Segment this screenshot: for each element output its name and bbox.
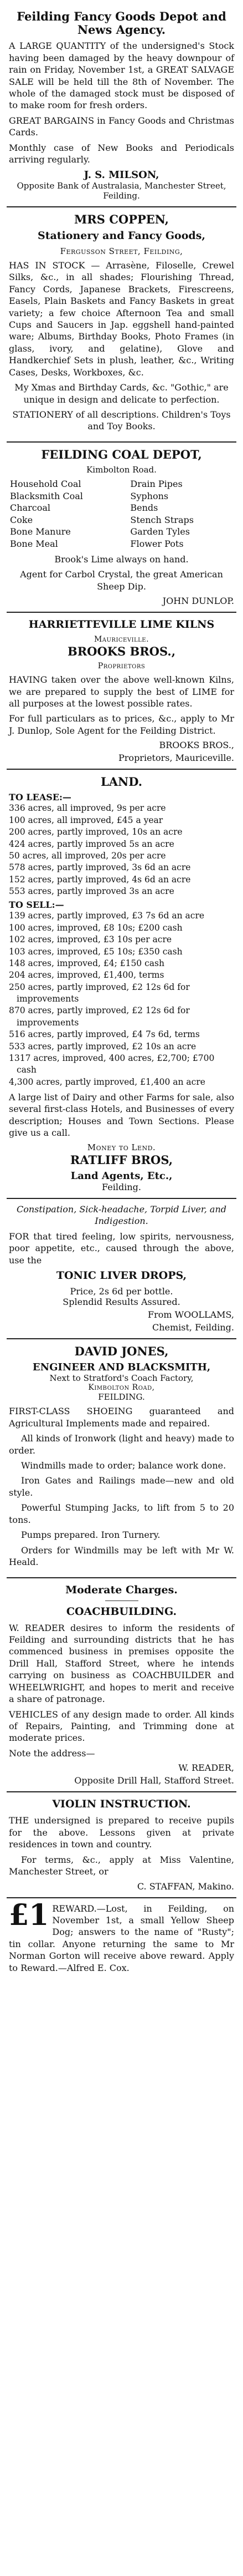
lime-kilns-title: HARRIETTEVILLE LIME KILNS xyxy=(28,618,215,631)
lime-kilns-sign: Proprietors, Mauriceville. xyxy=(118,753,234,764)
coachbuilding-name: W. READER, xyxy=(178,1762,234,1774)
land-lease-line: 578 acres, partly improved, 3s 6d an acre xyxy=(9,862,191,873)
land-place: Feilding. xyxy=(102,1181,141,1192)
coachbuilding-subtitle: COACHBUILDING. xyxy=(66,1605,177,1618)
jones-p5: Powerful Stumping Jacks, to lift from 5 to 20 tons. xyxy=(9,1502,234,1525)
lime-kilns-body: HAVING taken over the above well-known Kilns, we are prepared to supply the best of LIME for all purposes at the lowest possible rates. xyxy=(9,674,234,709)
jones-p1: FIRST-CLASS SHOEING guaranteed and Agricultural Implements made and repaired. xyxy=(9,1406,234,1429)
jones-p2: All kinds of Ironwork (light and heavy) made to order. xyxy=(9,1433,234,1456)
coppen-christmas: My Xmas and Birthday Cards, &c. "Gothic," are unique in design and delicate to perfection. xyxy=(14,382,229,405)
coachbuilding-vehicles: VEHICLES of any design made to order. All kinds of Repairs, Painting, and Trimming done at moderate prices. xyxy=(9,1709,234,1744)
reward-ad xyxy=(7,1897,236,1983)
jones-next: Next to Stratford's Coach Factory, xyxy=(49,1373,194,1384)
violin-title: VIOLIN INSTRUCTION. xyxy=(52,1798,191,1811)
liver-drops-body: FOR that tired feeling, low spirits, nervousness, poor appetite, etc., caused through the above, use the xyxy=(9,1231,234,1266)
land-money: Money to Lend. xyxy=(87,1142,156,1152)
jones-road: Kimbolton Road, xyxy=(88,1383,155,1393)
jones-p7: Orders for Windmills may be left with Mr W. Heald. xyxy=(9,1544,234,1568)
coal-depot-subtitle: Kimbolton Road. xyxy=(86,465,157,475)
jones-place: FEILDING. xyxy=(98,1392,145,1403)
liver-drops-chemist: Chemist, Feilding. xyxy=(152,1322,234,1333)
coal-depot-items xyxy=(9,478,234,550)
land-lease-line: 336 acres, all improved, 9s per acre xyxy=(9,803,166,814)
violin-terms: For terms, &c., apply at Miss Valentine, Manchester Street, or xyxy=(9,1854,234,1877)
coal-item: Garden Tyles xyxy=(130,526,190,537)
coal-item: Stench Straps xyxy=(130,514,194,525)
coal-name: JOHN DUNLOP. xyxy=(162,595,234,606)
reward-amount: £1 xyxy=(9,1898,49,1932)
coal-depot-ad xyxy=(7,441,236,612)
land-sell-line: 4,300 acres, partly improved, £1,400 an acre xyxy=(9,1076,205,1087)
coppen-subtitle: Stationery and Fancy Goods, xyxy=(37,229,206,242)
coachbuilding-ad xyxy=(7,1577,236,1792)
coppen-stationery: STATIONERY of all descriptions. Children's Toys and Toy Books. xyxy=(12,409,231,432)
coal-item: Charcoal xyxy=(10,502,50,514)
coal-depot-title: FEILDING COAL DEPOT, xyxy=(41,447,202,461)
coal-item: Bends xyxy=(130,502,158,514)
land-firm: RATLIFF BROS, xyxy=(70,1152,173,1167)
land-sell-line: 204 acres, improved, £1,400, terms xyxy=(9,970,164,980)
liver-drops-results: Splendid Results Assured. xyxy=(63,1297,180,1308)
lime-kilns-proprietors: Proprietors xyxy=(97,662,146,671)
coppen-title: MRS COPPEN, xyxy=(74,212,169,226)
fancy-goods-bargains: GREAT BARGAINS in Fancy Goods and Christmas Cards. xyxy=(9,115,234,138)
liver-drops-product: TONIC LIVER DROPS, xyxy=(56,1269,187,1282)
violin-ad xyxy=(7,1791,236,1897)
violin-body: THE undersigned is prepared to receive pupils for the above. Lessons given at private residences in town and country. xyxy=(9,1815,234,1850)
fancy-goods-monthly: Monthly case of New Books and Periodicals arriving regularly. xyxy=(9,142,234,165)
coal-agent: Agent for Carbol Crystal, the great American Sheep Dip. xyxy=(20,569,223,592)
jones-ad xyxy=(7,1338,236,1577)
land-sell-line: 250 acres, partly improved, £2 12s 6d for improvements xyxy=(9,982,190,1004)
coachbuilding-body: W. READER desires to inform the residents of Feilding and surrounding districts that he has commenced business in premises opposite the Drill Hall, Stafford Street, where he intends carrying on business as COACHBUILDER and WHEELWRIGHT, and hopes to merit and receive a share of patronage. xyxy=(9,1622,234,1705)
liver-drops-lead: Constipation, Sick-headache, Torpid Liver, and Indigestion. xyxy=(16,1203,227,1227)
lime-kilns-particulars: For full particulars as to prices, &c., apply to Mr J. Dunlop, Sole Agent for the Feilding District. xyxy=(9,713,234,736)
coppen-address: Fergusson Street, Feilding, xyxy=(60,246,183,256)
lime-kilns-name: BROOKS BROS., xyxy=(159,740,234,751)
land-sell-line: 103 acres, improved, £5 10s; £350 cash xyxy=(9,946,183,957)
land-sell-line: 102 acres, improved, £3 10s per acre xyxy=(9,934,172,945)
violin-name: C. STAFFAN, Makino. xyxy=(137,1881,234,1892)
jones-p3: Windmills made to order; balance work done. xyxy=(21,1460,226,1471)
coppen-ad xyxy=(7,206,236,441)
fancy-goods-ad xyxy=(7,4,236,206)
coal-item: Drain Pipes xyxy=(130,479,183,490)
coal-item: Household Coal xyxy=(10,479,81,490)
lime-kilns-firm: BROOKS BROS., xyxy=(67,644,176,658)
land-ad xyxy=(7,769,236,1198)
coachbuilding-address: Opposite Drill Hall, Stafford Street. xyxy=(74,1775,234,1786)
coal-item: Syphons xyxy=(130,490,169,501)
land-sell-line: 100 acres, improved, £8 10s; £200 cash xyxy=(9,922,183,933)
land-lease-head: TO LEASE:— xyxy=(9,792,71,803)
land-sell-line: 139 acres, partly improved, £3 7s 6d an acre xyxy=(9,911,205,921)
jones-title: DAVID JONES, xyxy=(74,1344,169,1359)
land-lease-line: 200 acres, partly improved, 10s an acre xyxy=(9,827,183,837)
fancy-goods-title: Feilding Fancy Goods Depot and News Agency. xyxy=(17,9,226,37)
lime-kilns-place: Mauriceville. xyxy=(94,634,149,644)
land-lease-line: 553 acres, partly improved 3s an acre xyxy=(9,886,174,897)
fancy-goods-name: J. S. MILSON, xyxy=(84,169,159,181)
land-sub: Land Agents, Etc., xyxy=(70,1170,173,1182)
liver-drops-price: Price, 2s 6d per bottle. xyxy=(70,1286,173,1297)
coal-item: Coke xyxy=(10,514,33,525)
coachbuilding-note: Note the address— xyxy=(9,1747,95,1759)
land-lease-line: 100 acres, all improved, £45 a year xyxy=(9,815,163,825)
land-sell-line: 516 acres, partly improved, £4 7s 6d, terms xyxy=(9,1029,200,1040)
land-sell-line: 870 acres, partly improved, £2 12s 6d for improvements xyxy=(9,1005,190,1028)
coachbuilding-title: Moderate Charges. xyxy=(65,1583,178,1596)
land-title: LAND. xyxy=(100,775,143,789)
newspaper-column xyxy=(7,0,236,1983)
land-sell-line: 533 acres, partly improved, £2 10s an acre xyxy=(9,1041,197,1051)
coal-item: Flower Pots xyxy=(130,538,184,550)
land-sell-line: 1317 acres, improved, 400 acres, £2,700; £700 cash xyxy=(9,1053,215,1075)
fancy-goods-body: A LARGE QUANTITY of the undersigned's Stock having been damaged by the heavy downpour of rain on Friday, November 1st, a GREAT SALVAGE SALE will be held till the 8th of November. The whole of the damaged stock must be disposed of to make room for fresh orders. xyxy=(9,40,234,111)
coal-item: Bone Meal xyxy=(10,538,58,550)
coal-item: Blacksmith Coal xyxy=(10,490,83,501)
land-lease-line: 152 acres, partly improved, 4s 6d an acre xyxy=(9,874,191,885)
liver-drops-from: From WOOLLAMS, xyxy=(148,1309,234,1320)
coal-lime: Brook's Lime always on hand. xyxy=(54,553,189,565)
lime-kilns-ad xyxy=(7,612,236,769)
fancy-goods-address: Opposite Bank of Australasia, Manchester Street, Feilding. xyxy=(17,180,226,201)
jones-p4: Iron Gates and Railings made—new and old style. xyxy=(9,1475,234,1498)
jones-subtitle: ENGINEER AND BLACKSMITH, xyxy=(32,1361,211,1374)
coal-item: Bone Manure xyxy=(10,526,71,537)
reward-body: REWARD.—Lost, in Feilding, on November 1st, a small Yellow Sheep Dog; answers to the name of "Rusty"; tin collar. Anyone returning the same to Mr Norman Gorton will receive above reward. Apply to Reward.—Alfred E. Cox. xyxy=(9,1903,234,1973)
jones-p6: Pumps prepared. Iron Turnery. xyxy=(21,1530,161,1541)
land-lease-line: 50 acres, all improved, 20s per acre xyxy=(9,850,166,861)
land-footer: A large list of Dairy and other Farms for sale, also several first-class Hotels, and Businesses of every description; Houses and Town Sections. Please give us a call. xyxy=(9,1092,234,1139)
land-sell-line: 148 acres, improved, £4; £150 cash xyxy=(9,958,164,968)
land-sell-head: TO SELL:— xyxy=(9,900,64,911)
land-lease-line: 424 acres, partly improved 5s an acre xyxy=(9,839,174,849)
liver-drops-ad xyxy=(7,1198,236,1338)
coppen-body: HAS IN STOCK — Arrasène, Filoselle, Crewel Silks, &c., in all shades; Flourishing Thread, Fancy Cords, Japanese Brackets, Firescreens, Easels, Plain Baskets and Fancy Baskets in great variety; a few choice Afternoon Tea and small Cups and Saucers in Jap. eggshell hand-painted ware; Albums, Birthday Books, Photo Frames (in glass, ivory, and gelatine), Glove and Handkerchief Sets in plush, leather, &c., Writing Cases, Desks, Workboxes, &c. xyxy=(9,260,234,378)
